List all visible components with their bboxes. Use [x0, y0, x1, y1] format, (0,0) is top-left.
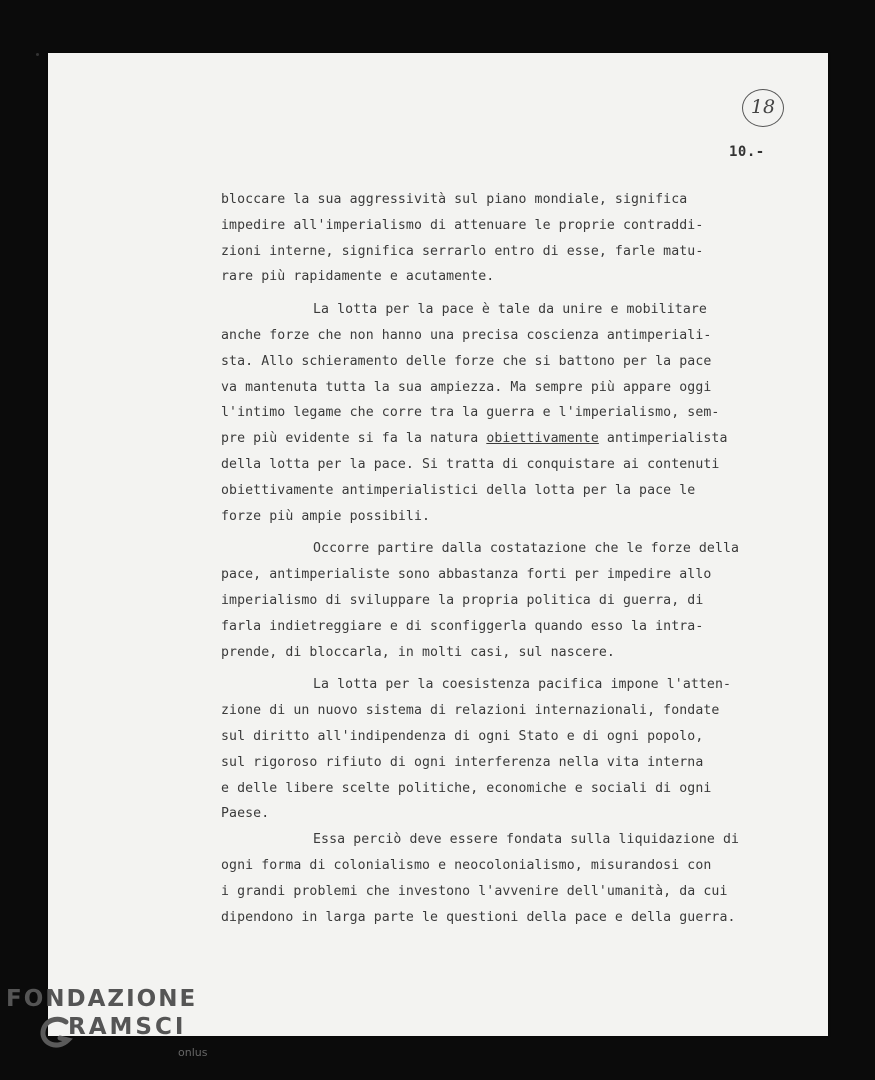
text-line: obiettivamente antimperialistici della lotta per la pace le: [221, 482, 696, 498]
text-line: zioni interne, significa serrarlo entro di esse, farle matu-: [221, 243, 704, 259]
text-line: La lotta per la pace è tale da unire e mobilitare: [313, 302, 707, 318]
text-line: zione di un nuovo sistema di relazioni internazionali, fondate: [221, 703, 720, 719]
paragraph: [221, 297, 806, 529]
text-line: e delle libere scelte politiche, economiche e sociali di ogni: [221, 780, 712, 796]
text-line: La lotta per la coesistenza pacifica impone l'atten-: [313, 677, 732, 693]
text-line: sta. Allo schieramento delle forze che si battono per la pace: [221, 353, 712, 369]
text-line: l'intimo legame che corre tra la guerra e l'imperialismo, sem-: [221, 405, 720, 421]
text-line-underlined: [221, 426, 806, 452]
text-line: della lotta per la pace. Si tratta di conquistare ai contenuti: [221, 456, 720, 472]
text-line: pace, antimperialiste sono abbastanza forti per impedire allo: [221, 567, 712, 583]
document-page: [48, 53, 828, 1036]
watermark-line1: FONDAZIONE: [6, 986, 198, 1012]
paragraph: [221, 827, 806, 930]
text-line: farla indietreggiare e di sconfiggerla quando esso la intra-: [221, 618, 704, 634]
text-line: forze più ampie possibili.: [221, 508, 431, 524]
underline-before: pre più evidente si fa la natura: [221, 431, 487, 447]
page-number: 10.-: [729, 144, 765, 160]
paragraph: [221, 536, 806, 665]
paragraph: [221, 187, 806, 290]
text-line: Essa perciò deve essere fondata sulla liquidazione di: [313, 832, 740, 848]
speck: [36, 53, 39, 56]
watermark-suffix: onlus: [178, 1046, 208, 1059]
text-line: bloccare la sua aggressività sul piano mondiale, significa: [221, 192, 688, 207]
text-line: impedire all'imperialismo di attenuare le proprie contraddi-: [221, 217, 704, 233]
typed-text: [221, 187, 806, 930]
text-line: imperialismo di sviluppare la propria politica di guerra, di: [221, 592, 704, 608]
watermark-line2: RAMSCI: [68, 1014, 187, 1040]
paragraph: [221, 672, 806, 827]
text-line: va mantenuta tutta la sua ampiezza. Ma sempre più appare oggi: [221, 379, 712, 395]
text-line: rare più rapidamente e acutamente.: [221, 269, 495, 285]
text-line: dipendono in larga parte le questioni della pace e della guerra.: [221, 909, 736, 925]
watermark-logo: [6, 984, 216, 1074]
text-line: anche forze che non hanno una precisa coscienza antimperiali-: [221, 327, 712, 343]
underline-after: antimperialista: [598, 431, 728, 447]
folio-mark: 18: [742, 89, 784, 127]
underlined-word: obiettivamente: [486, 431, 599, 447]
text-line: i grandi problemi che investono l'avvenire dell'umanità, da cui: [221, 883, 728, 899]
text-line: prende, di bloccarla, in molti casi, sul nascere.: [221, 644, 615, 660]
text-line: sul diritto all'indipendenza di ogni Stato e di ogni popolo,: [221, 728, 704, 744]
text-line: Occorre partire dalla costatazione che le forze della: [313, 541, 740, 557]
text-line: Paese.: [221, 806, 270, 822]
text-line: sul rigoroso rifiuto di ogni interferenza nella vita interna: [221, 754, 704, 770]
text-line: ogni forma di colonialismo e neocolonialismo, misurandosi con: [221, 857, 712, 873]
